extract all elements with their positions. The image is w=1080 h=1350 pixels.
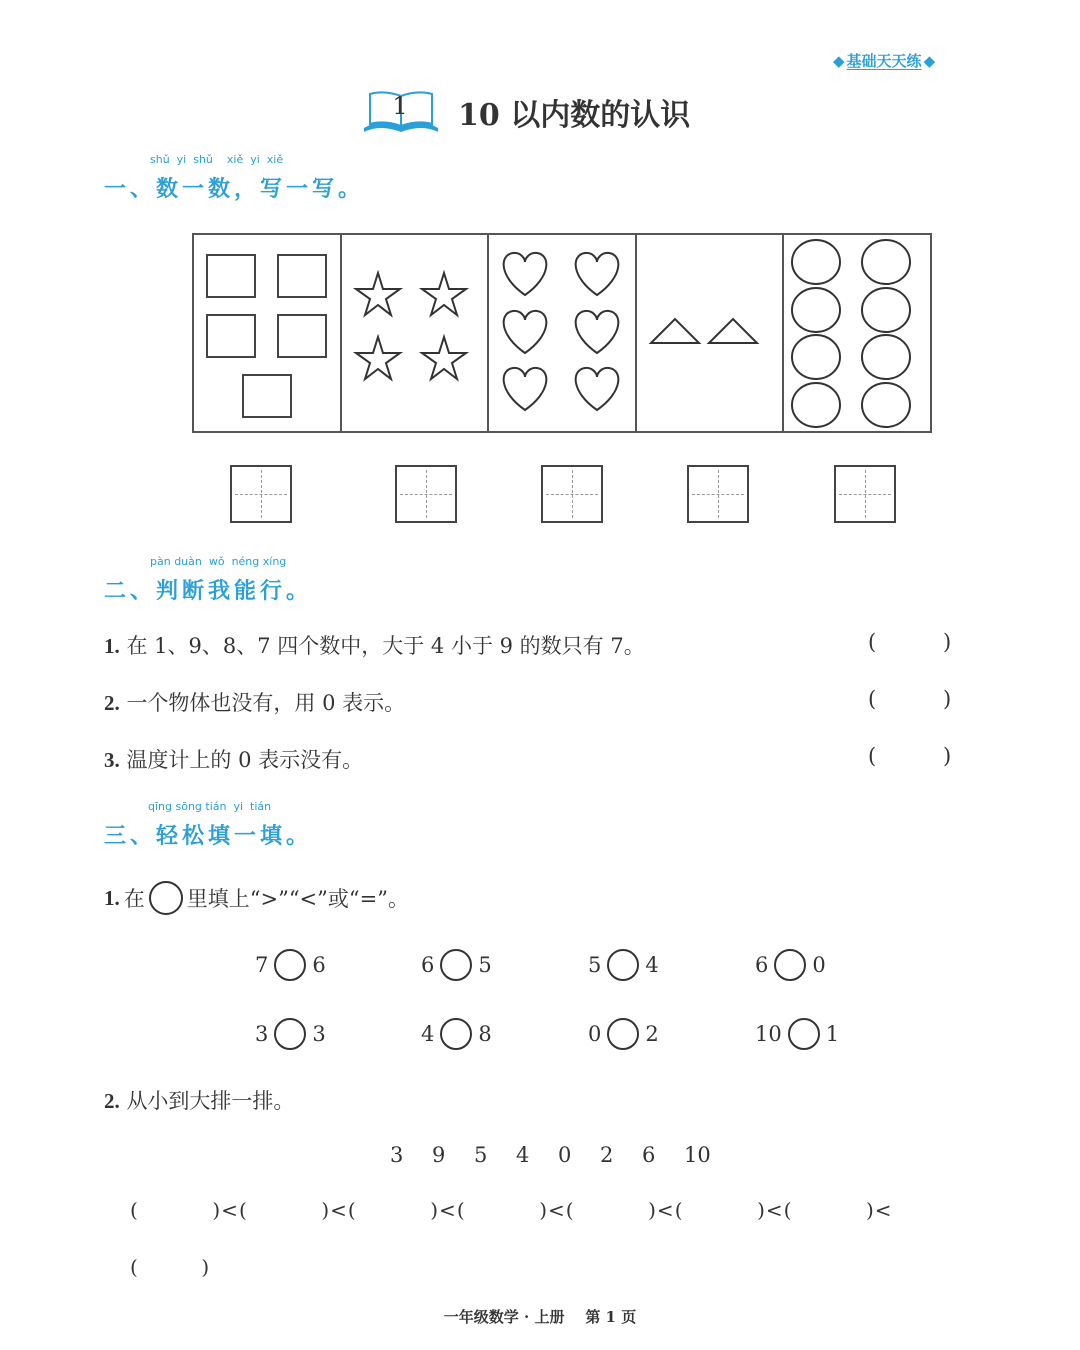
comparison-right: 6 (312, 953, 326, 977)
number-sequence (390, 1143, 726, 1167)
circles-cell (784, 235, 930, 431)
series-label: 基础天天练 (846, 52, 922, 70)
heart-shape (504, 311, 547, 353)
question-number: 1. (104, 885, 120, 910)
comparison-left: 10 (755, 1022, 782, 1046)
circle-shape (792, 240, 840, 284)
sequence-number: 9 (432, 1143, 446, 1167)
star-shape (356, 273, 400, 315)
comparison-circle[interactable] (788, 1018, 820, 1050)
square-shape (207, 255, 255, 297)
square-shape (207, 315, 255, 357)
question-number: 2. (104, 691, 120, 715)
order-answer-row-1[interactable]: ( )<( )<( )<( )<( )<( )<( )< (130, 1198, 893, 1222)
comparison-right: 4 (645, 953, 659, 977)
answer-box-triangles[interactable] (687, 465, 749, 523)
heart-shape (504, 368, 547, 410)
circle-shape (862, 335, 910, 379)
comparison-item (755, 949, 826, 981)
comparison-circle[interactable] (607, 1018, 639, 1050)
circle-shape (792, 335, 840, 379)
answer-box-circles[interactable] (834, 465, 896, 523)
circle-shape (862, 240, 910, 284)
judge-question-1 (104, 630, 645, 660)
fill-question-1 (104, 881, 409, 915)
square-shape (278, 315, 326, 357)
fill-question-2 (104, 1085, 294, 1115)
page-title: 10 以内数的认识 (458, 98, 691, 133)
judge-answer-1[interactable]: ( ) (868, 630, 952, 654)
comparison-left: 5 (588, 953, 602, 977)
question-text: 温度计上的 0 表示没有。 (126, 748, 364, 772)
comparison-left: 7 (255, 953, 269, 977)
section1-title: 一、数一数，写一写。 (104, 177, 365, 202)
sequence-number: 3 (390, 1143, 404, 1167)
comparison-right: 2 (645, 1022, 659, 1046)
squares-cell (194, 235, 342, 431)
question-text-pre: 在 (123, 887, 145, 911)
comparison-circle[interactable] (440, 1018, 472, 1050)
star-shape (422, 273, 466, 315)
star-shape (422, 337, 466, 379)
sequence-number: 5 (474, 1143, 488, 1167)
comparison-right: 3 (312, 1022, 326, 1046)
diamond-icon: ◆ (923, 51, 936, 70)
question-text: 从小到大排一排。 (126, 1089, 295, 1113)
comparison-left: 6 (755, 953, 769, 977)
question-text: 一个物体也没有，用 0 表示。 (126, 691, 406, 715)
comparison-item (588, 1018, 659, 1050)
comparison-circle[interactable] (440, 949, 472, 981)
comparison-item (421, 1018, 492, 1050)
section1-pinyin: shǔ yi shǔ xiě yi xiě (150, 153, 284, 166)
sequence-number: 0 (558, 1143, 572, 1167)
question-number: 3. (104, 748, 120, 772)
comparison-left: 6 (421, 953, 435, 977)
question-number: 2. (104, 1089, 120, 1113)
heart-shape (576, 368, 619, 410)
heart-shape (576, 311, 619, 353)
comparison-right: 5 (478, 953, 492, 977)
comparison-right: 1 (825, 1022, 840, 1046)
sequence-number: 10 (684, 1143, 711, 1167)
answer-box-stars[interactable] (395, 465, 457, 523)
section2-pinyin: pàn duàn wǒ néng xíng (150, 555, 287, 568)
series-badge (833, 50, 935, 71)
section3-title: 三、轻松填一填。 (104, 824, 313, 849)
comparison-left: 4 (421, 1022, 435, 1046)
answer-box-squares[interactable] (230, 465, 292, 523)
answer-box-hearts[interactable] (541, 465, 603, 523)
circle-shape (862, 288, 910, 332)
stars-cell (342, 235, 490, 431)
comparison-circle[interactable] (274, 1018, 306, 1050)
heart-shape (576, 253, 619, 295)
comparison-right: 0 (812, 953, 826, 977)
section2-title: 二、判断我能行。 (104, 579, 313, 604)
comparison-item (755, 1018, 839, 1050)
triangle-shape (651, 319, 699, 343)
comparison-circle[interactable] (774, 949, 806, 981)
triangles-cell (637, 235, 785, 431)
judge-answer-3[interactable]: ( ) (868, 744, 952, 768)
question-number: 1. (104, 634, 120, 658)
question-text: 在 1、9、8、7 四个数中，大于 4 小于 9 的数只有 7。 (126, 634, 645, 658)
square-shape (243, 375, 291, 417)
comparison-circle[interactable] (274, 949, 306, 981)
diamond-icon: ◆ (833, 51, 845, 70)
comparison-item (421, 949, 492, 981)
comparison-right: 8 (478, 1022, 492, 1046)
question-text-post: 里填上“>”“<”或“=”。 (186, 887, 409, 911)
star-shape (356, 337, 400, 379)
comparison-left: 0 (588, 1022, 602, 1046)
order-answer-row-2[interactable]: ( ) (130, 1255, 210, 1279)
comparison-circle[interactable] (607, 949, 639, 981)
sequence-number: 6 (642, 1143, 656, 1167)
sequence-number: 4 (516, 1143, 530, 1167)
judge-answer-2[interactable]: ( ) (868, 687, 952, 711)
square-shape (278, 255, 326, 297)
comparison-item (255, 949, 326, 981)
heart-shape (504, 253, 547, 295)
circle-shape (792, 288, 840, 332)
judge-question-3 (104, 744, 363, 774)
circle-shape (792, 383, 840, 427)
sequence-number: 2 (600, 1143, 614, 1167)
shape-count-table (192, 233, 932, 433)
hearts-cell (489, 235, 637, 431)
page-footer: 一年级数学 · 上册 第 1 页 (443, 1308, 637, 1326)
circle-shape (862, 383, 910, 427)
triangle-shape (709, 319, 757, 343)
judge-question-2 (104, 687, 405, 717)
comparison-left: 3 (255, 1022, 269, 1046)
lesson-number: 1 (392, 92, 408, 120)
section3-pinyin: qīng sōng tián yi tián (148, 800, 272, 813)
comparison-item (255, 1018, 326, 1050)
circle-icon (149, 881, 183, 915)
comparison-item (588, 949, 659, 981)
